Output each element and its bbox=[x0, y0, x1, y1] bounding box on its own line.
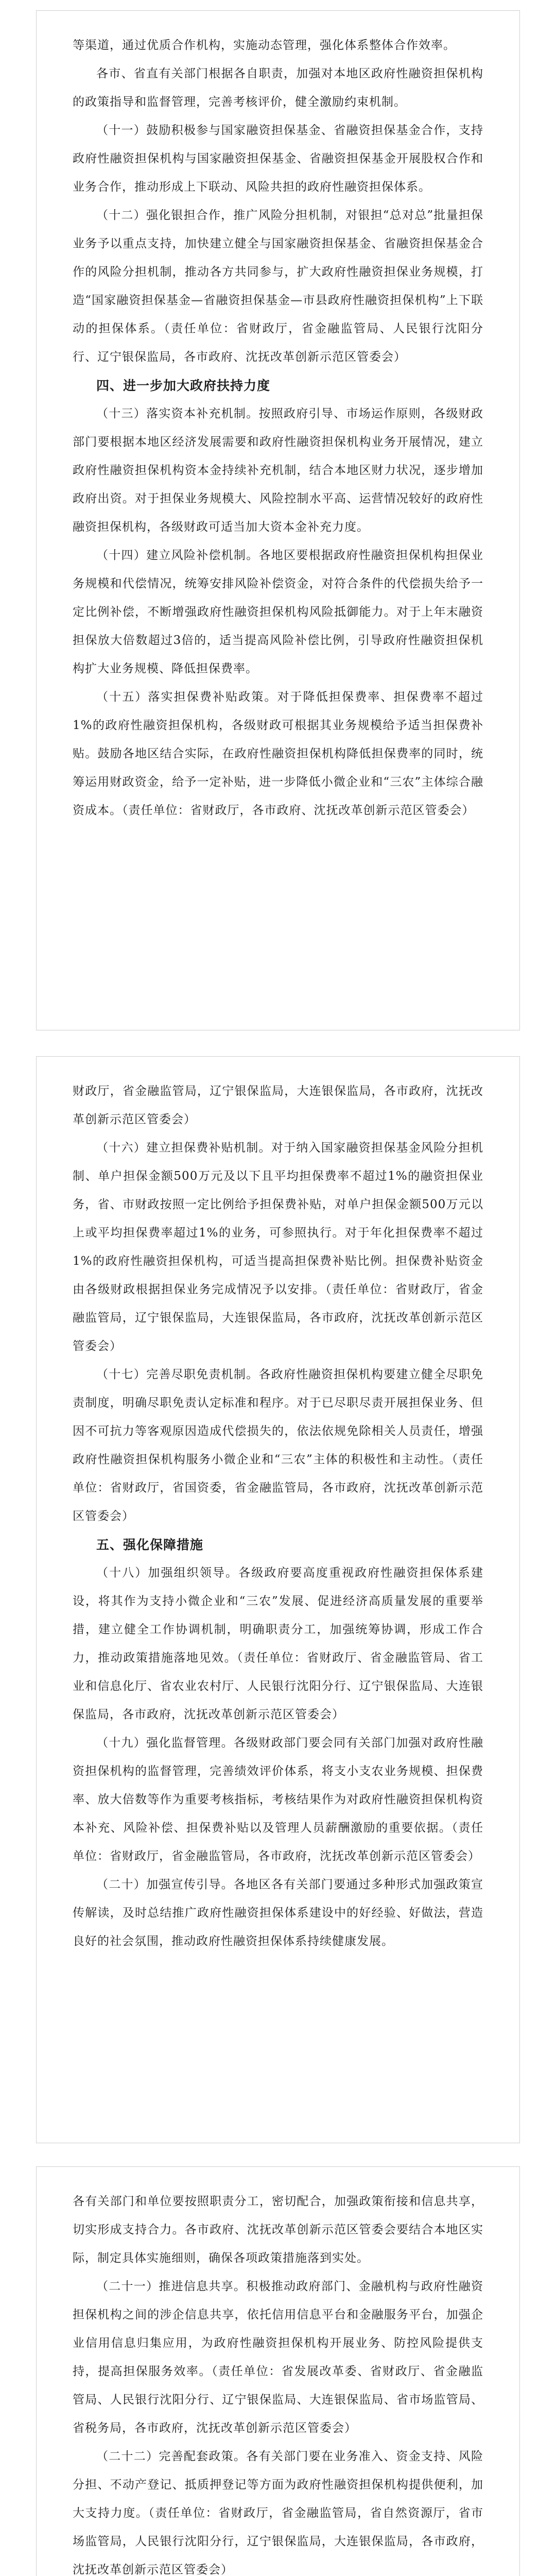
paragraph: （十六）建立担保费补贴机制。对于纳入国家融资担保基金风险分担机制、单户担保金额500万元及以下且平均担保费率不超过1%的融资担保业务，省、市财政按照一定比例给予担保费补贴，对单户担保金额500万元以上或平均担保费率超过1%的业务，可参照执行。对于年化担保费率不超过1%的政府性融资担保机构，可适当提高担保费补贴比例。担保费补贴资金由各级财政根据担保业务完成情况予以安排。（责任单位：省财政厅，省金融监管局，辽宁银保监局，大连银保监局，各市政府，沈抚改革创新示范区管委会） bbox=[73, 1141, 483, 1353]
paragraph: （十四）建立风险补偿机制。各地区要根据政府性融资担保机构担保业务规模和代偿情况，统筹安排风险补偿资金，对符合条件的代偿损失给予一定比例补偿，不断增强政府性融资担保机构风险抵御能力。对于上年末融资担保放大倍数超过3倍的，适当提高风险补偿比例，引导政府性融资担保机构扩大业务规模、降低担保费率。 bbox=[73, 549, 483, 675]
paragraph: （十三）落实资本补充机制。按照政府引导、市场运作原则，各级财政部门要根据本地区经济发展需要和政府性融资担保机构业务开展情况，建立政府性融资担保机构资本金持续补充机制，结合本地区财力状况，逐步增加政府出资。对于担保业务规模大、风险控制水平高、运营情况较好的政府性融资担保机构，各级财政可适当加大资本金补充力度。 bbox=[73, 407, 483, 534]
paragraph: （二十二）完善配套政策。各有关部门要在业务准入、资金支持、风险分担、不动产登记、抵质押登记等方面为政府性融资担保机构提供便利，加大支持力度。（责任单位：省财政厅，省金融监管局，省自然资源厅，省市场监管局，人民银行沈阳分行，辽宁银保监局，大连银保监局，各市政府，沈抚改革创新示范区管委会） bbox=[73, 2450, 483, 2576]
paragraph: （二十）加强宣传引导。各地区各有关部门要通过多种形式加强政策宣传解读，及时总结推广政府性融资担保体系建设中的好经验、好做法，营造良好的社会氛围，推动政府性融资担保体系持续健康发展。 bbox=[73, 1878, 483, 1948]
paragraph: （二十一）推进信息共享。积极推动政府部门、金融机构与政府性融资担保机构之间的涉企信息共享，依托信用信息平台和金融服务平台，加强企业信用信息归集应用，为政府性融资担保机构开展业务、防控风险提供支持，提高担保服务效率。（责任单位：省发展改革委、省财政厅、省金融监管局、人民银行沈阳分行、辽宁银保监局、大连银保监局、省市场监管局、省税务局，各市政府，沈抚改革创新示范区管委会） bbox=[73, 2280, 483, 2435]
document-page-1 bbox=[36, 10, 520, 1030]
paragraph: （十一）鼓励积极参与国家融资担保基金、省融资担保基金合作，支持政府性融资担保机构与国家融资担保基金、省融资担保基金开展股权合作和业务合作，推动形成上下联动、风险共担的政府性融资担保体系。 bbox=[73, 124, 483, 194]
section-heading: 五、强化保障措施 bbox=[96, 1537, 204, 1552]
paragraph: （十七）完善尽职免责机制。各政府性融资担保机构要建立健全尽职免责制度，明确尽职免责认定标准和程序。对于已尽职尽责开展担保业务、但因不可抗力等客观原因造成代偿损失的，依法依规免除相关人员责任，增强政府性融资担保机构服务小微企业和“三农”主体的积极性和主动性。（责任单位：省财政厅，省国资委，省金融监管局，各市政府，沈抚改革创新示范区管委会） bbox=[73, 1368, 483, 1523]
paragraph: （十二）强化银担合作，推广风险分担机制，对银担“总对总”批量担保业务予以重点支持，加快建立健全与国家融资担保基金、省融资担保基金合作的风险分担机制，推动各方共同参与，扩大政府性融资担保业务规模，打造“国家融资担保基金—省融资担保基金—市县政府性融资担保机构”上下联动的担保体系。（责任单位：省财政厅，省金融监管局、人民银行沈阳分行、辽宁银保监局，各市政府、沈抚改革创新示范区管委会） bbox=[73, 209, 483, 364]
paragraph: 等渠道，通过优质合作机构，实施动态管理，强化体系整体合作效率。 bbox=[73, 39, 456, 52]
paragraph: 各市、省直有关部门根据各自职责，加强对本地区政府性融资担保机构的政策指导和监督管理，完善考核评价，健全激励约束机制。 bbox=[73, 67, 483, 109]
paragraph: （十九）强化监督管理。各级财政部门要会同有关部门加强对政府性融资担保机构的监督管理，完善绩效评价体系，将支小支农业务规模、担保费率、放大倍数等作为重要考核指标，考核结果作为对政府性融资担保机构资本补充、风险补偿、担保费补贴以及管理人员薪酬激励的重要依据。（责任单位：省财政厅，省金融监管局，各市政府，沈抚改革创新示范区管委会） bbox=[73, 1736, 483, 1863]
paragraph: 财政厅，省金融监管局，辽宁银保监局，大连银保监局，各市政府，沈抚改革创新示范区管委会） bbox=[73, 1084, 483, 1126]
document-page-3 bbox=[36, 2166, 520, 2576]
paragraph: 各有关部门和单位要按照职责分工，密切配合，加强政策衔接和信息共享，切实形成支持合力。各市政府、沈抚改革创新示范区管委会要结合本地区实际，制定具体实施细则，确保各项政策措施落到实处。 bbox=[73, 2195, 483, 2265]
paragraph: （十五）落实担保费补贴政策。对于降低担保费率、担保费率不超过1%的政府性融资担保机构，各级财政可根据其业务规模给予适当担保费补贴。鼓励各地区结合实际，在政府性融资担保机构降低担保费率的同时，统筹运用财政资金，给予一定补贴，进一步降低小微企业和“三农”主体综合融资成本。（责任单位：省财政厅，各市政府、沈抚改革创新示范区管委会） bbox=[73, 690, 483, 817]
section-heading: 四、进一步加大政府扶持力度 bbox=[96, 378, 271, 393]
paragraph: （十八）加强组织领导。各级政府要高度重视政府性融资担保体系建设，将其作为支持小微企业和“三农”发展、促进经济高质量发展的重要举措，建立健全工作协调机制，明确职责分工，加强统筹协调，形成工作合力，推动政策措施落地见效。（责任单位：省财政厅、省金融监管局、省工业和信息化厅、省农业农村厅、人民银行沈阳分行、辽宁银保监局、大连银保监局，各市政府，沈抚改革创新示范区管委会） bbox=[73, 1566, 483, 1721]
document-page-2 bbox=[36, 1056, 520, 2143]
